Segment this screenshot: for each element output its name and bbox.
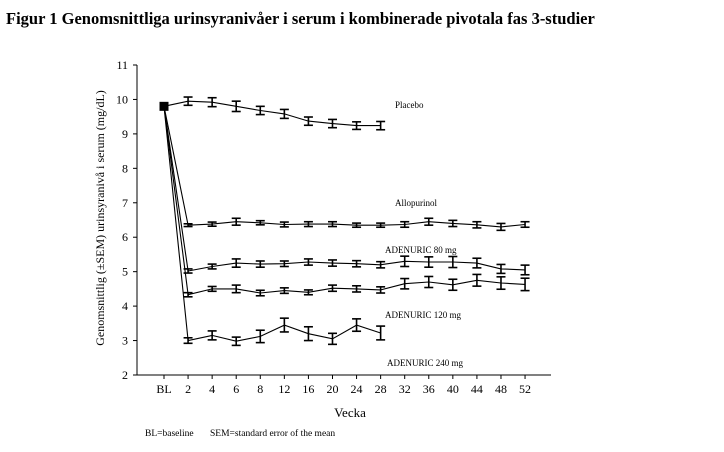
x-tick-label: 16	[302, 382, 315, 396]
footnote	[145, 429, 349, 439]
series-label-allopurinol: Allopurinol	[395, 198, 437, 208]
x-tick-label: 32	[398, 382, 411, 396]
x-tick-label: 2	[185, 382, 192, 396]
y-tick-label: 2	[122, 368, 128, 382]
series-placebo	[160, 97, 386, 130]
series-label-adenuric-120-mg: ADENURIC 120 mg	[385, 310, 461, 320]
series-line	[164, 101, 381, 125]
y-tick-label: 10	[116, 92, 128, 107]
y-axis-label: Genomsnittlig (±SEM) urinsyranivå i serum (mg/dL)	[93, 90, 107, 346]
x-tick-label: 12	[278, 382, 291, 396]
series-allopurinol	[160, 104, 530, 230]
y-tick-label: 11	[116, 58, 128, 72]
x-tick-label: 8	[257, 382, 264, 396]
x-tick-label: 4	[209, 382, 216, 396]
x-tick-label: 40	[446, 382, 459, 396]
y-tick-label: 8	[122, 161, 128, 176]
x-axis-label: Vecka	[334, 405, 366, 420]
chart-series-layer	[160, 97, 530, 345]
x-tick-label: 52	[519, 382, 532, 396]
chart-label-layer	[385, 100, 463, 368]
series-label-placebo: Placebo	[395, 100, 424, 110]
series-label-adenuric-240-mg: ADENURIC 240 mg	[387, 358, 463, 368]
x-tick-label: 48	[494, 382, 507, 396]
y-tick-label: 9	[122, 126, 128, 141]
y-tick-label: 5	[122, 264, 128, 279]
x-tick-label: 20	[326, 382, 339, 396]
series-line	[164, 106, 525, 271]
x-tick-label: 44	[470, 382, 483, 396]
figure-title: Figur 1 Genomsnittliga urinsyranivåer i serum i kombinerade pivotala fas 3-studier	[6, 9, 595, 28]
y-tick-label: 7	[122, 195, 128, 210]
series-adenuric-80-mg	[160, 104, 530, 275]
x-tick-label: 28	[374, 382, 387, 396]
x-tick-label: 24	[350, 382, 363, 396]
x-tick-label: BL	[156, 382, 172, 396]
series-label-adenuric-80-mg: ADENURIC 80 mg	[385, 245, 457, 255]
footnote-baseline: BL=baseline	[145, 429, 194, 439]
series-line	[164, 106, 525, 294]
footnote-sem: SEM=standard error of the mean	[210, 429, 336, 439]
x-tick-label: 36	[422, 382, 435, 396]
y-tick-label: 4	[122, 299, 128, 314]
y-tick-label: 6	[122, 230, 128, 245]
y-tick-label: 3	[122, 333, 128, 348]
baseline-marker	[160, 102, 169, 111]
x-tick-label: 6	[233, 382, 240, 396]
